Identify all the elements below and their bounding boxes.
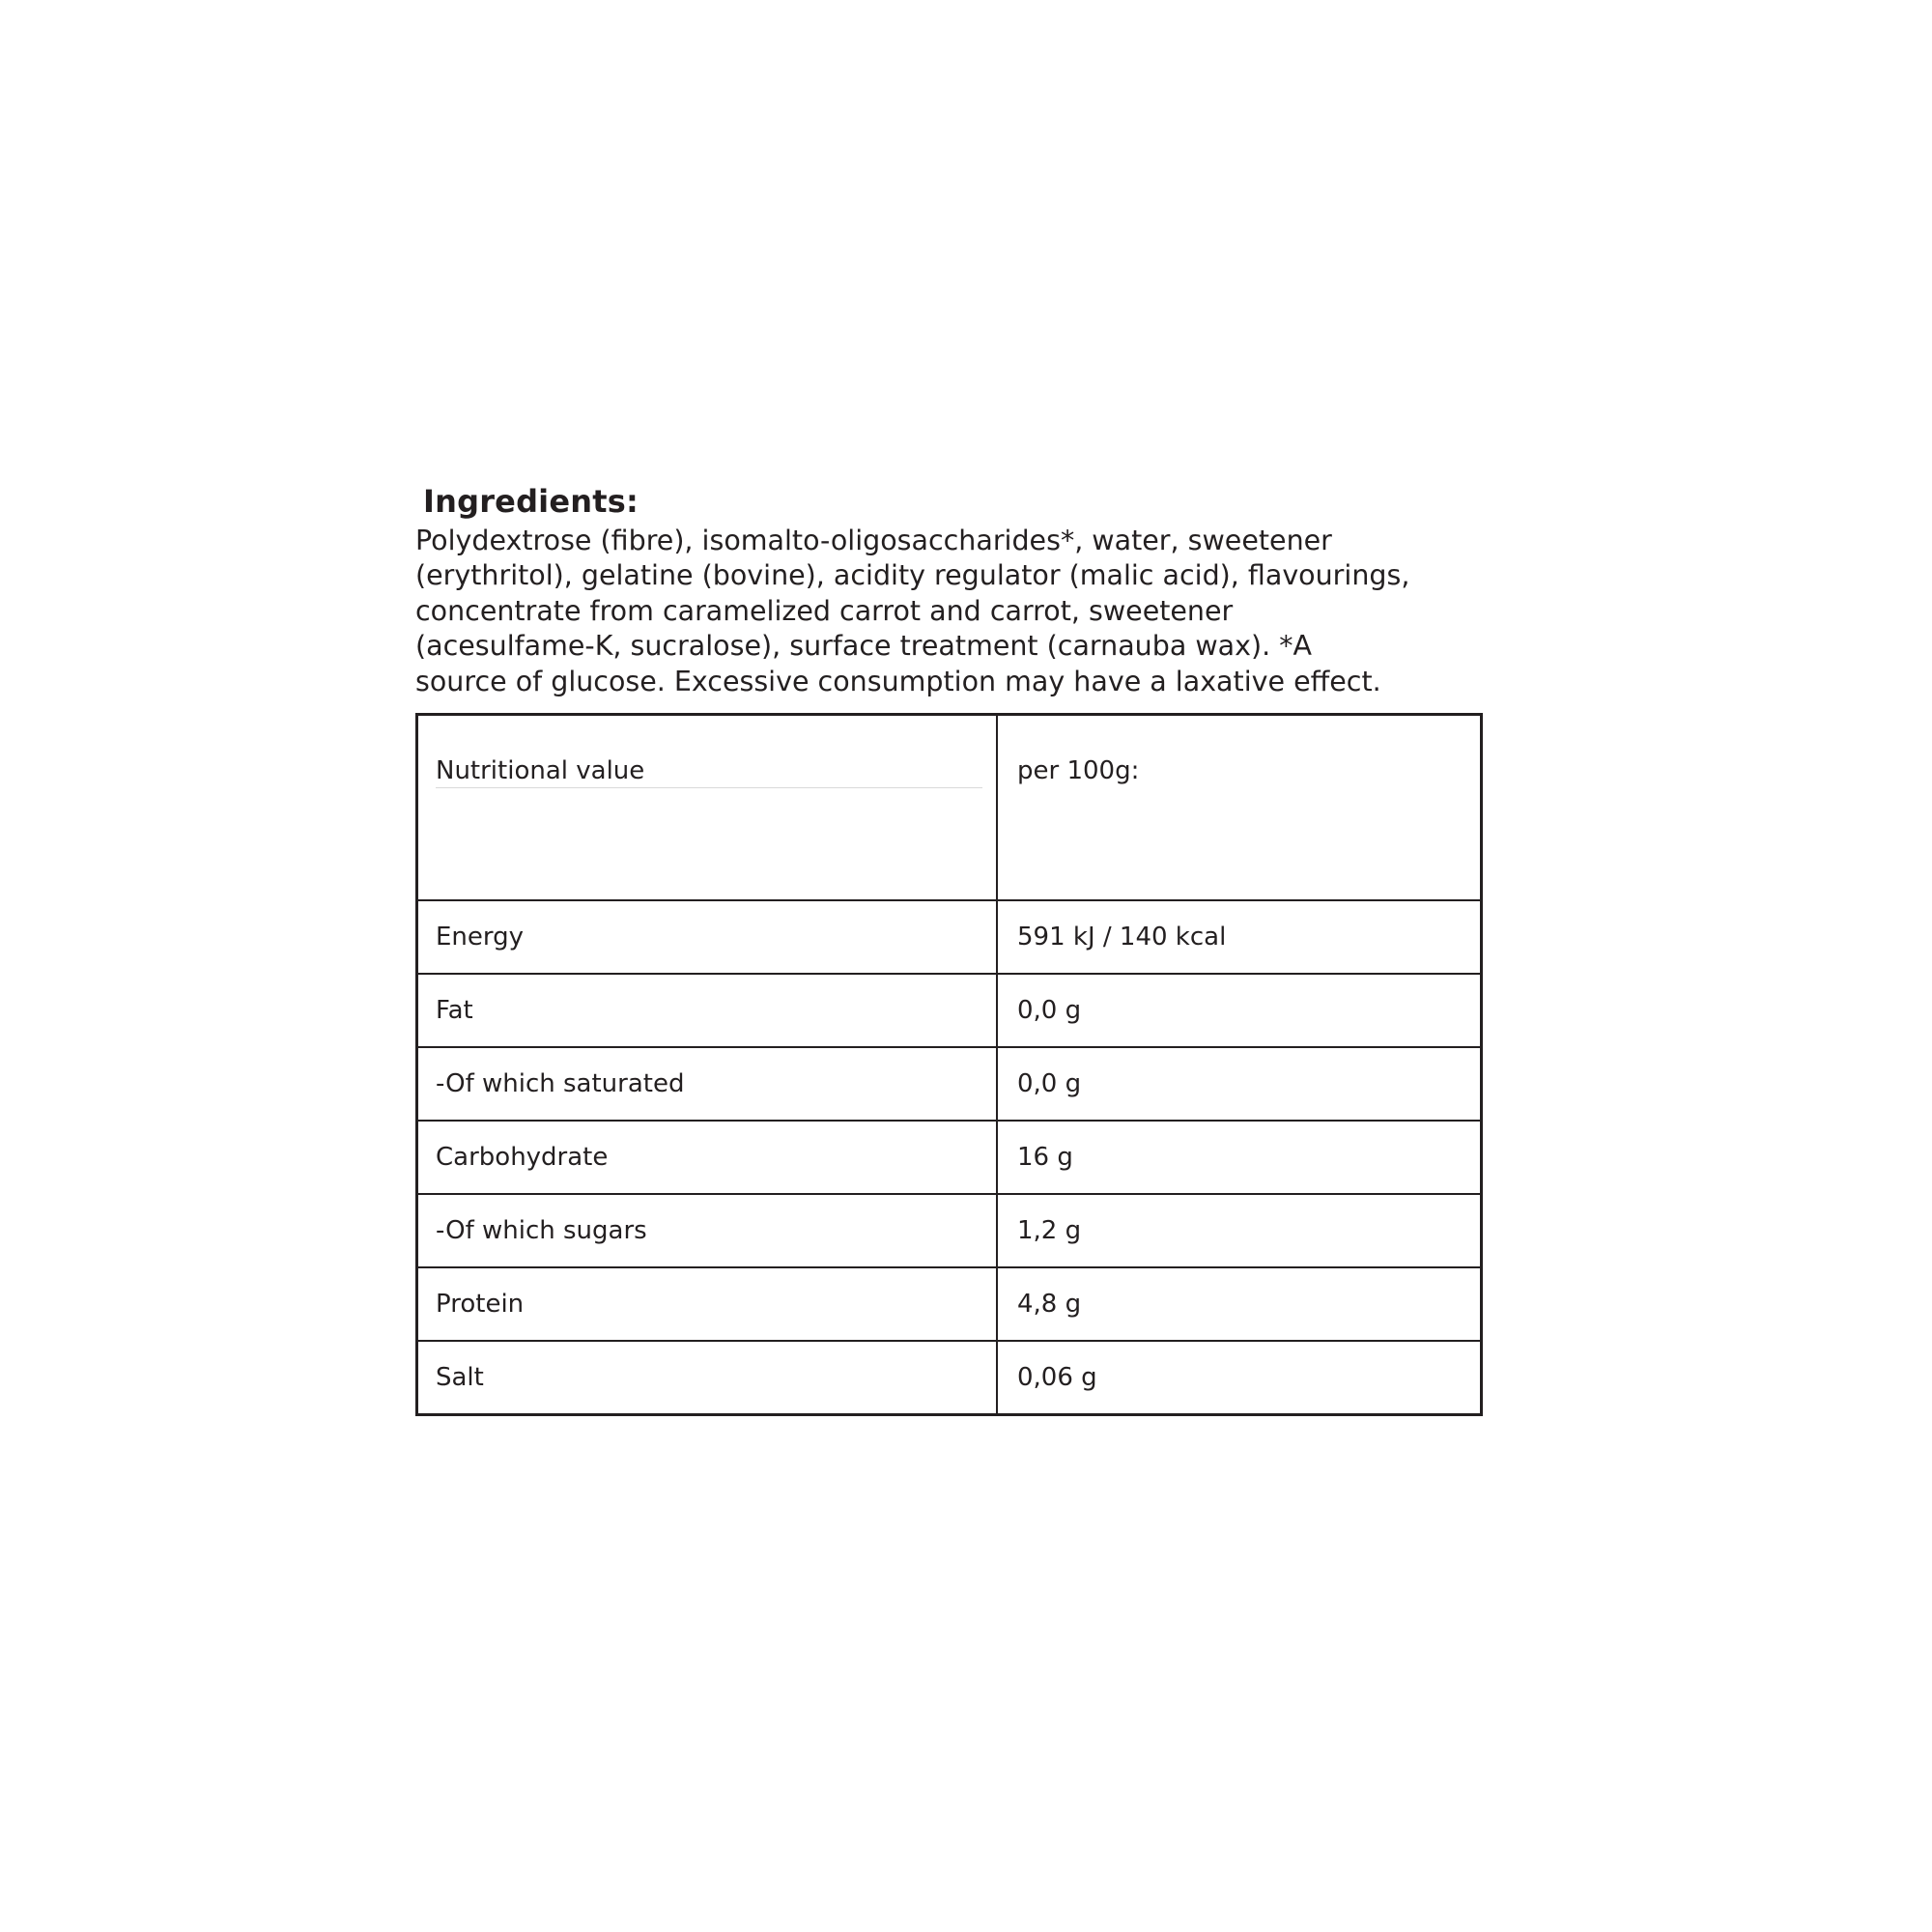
row-value: 591 kJ / 140 kcal [997, 900, 1482, 974]
nutrition-label-panel [415, 483, 1517, 1416]
row-value: 0,0 g [997, 1047, 1482, 1121]
table-row [417, 974, 1482, 1047]
row-value: 16 g [997, 1121, 1482, 1194]
table-row [417, 1121, 1482, 1194]
table-header-label-cell [417, 715, 998, 901]
row-label: Salt [417, 1341, 998, 1415]
table-row [417, 1267, 1482, 1341]
table-row [417, 1341, 1482, 1415]
row-value: 0,06 g [997, 1341, 1482, 1415]
row-label: Energy [417, 900, 998, 974]
nutritional-value-header: Nutritional value [436, 756, 645, 786]
ingredients-text: Polydextrose (fibre), isomalto-oligosaccharides*, water, sweetener (erythritol), gelatine (bovine), acidity regulator (malic acid), flavourings, concentrate from caramelized carrot and carrot, sweetener (acesulfame-K, sucralose), surface treatment (carnauba wax). *A source of glucose. Excessive consumption may have a laxative effect. [415, 525, 1410, 697]
table-row [417, 1047, 1482, 1121]
row-value: 1,2 g [997, 1194, 1482, 1267]
row-label: Fat [417, 974, 998, 1047]
row-value: 4,8 g [997, 1267, 1482, 1341]
ingredients-heading: Ingredients: [423, 483, 639, 520]
nutrition-table [415, 713, 1483, 1416]
per-100g-header: per 100g: [1017, 756, 1140, 786]
table-row [417, 900, 1482, 974]
row-value: 0,0 g [997, 974, 1482, 1047]
table-header-row [417, 715, 1482, 901]
table-row [417, 1194, 1482, 1267]
row-label: Carbohydrate [417, 1121, 998, 1194]
row-label: -Of which sugars [417, 1194, 998, 1267]
header-divider-rule [436, 787, 982, 788]
row-label: -Of which saturated [417, 1047, 998, 1121]
table-header-value-cell [997, 715, 1482, 901]
row-label: Protein [417, 1267, 998, 1341]
